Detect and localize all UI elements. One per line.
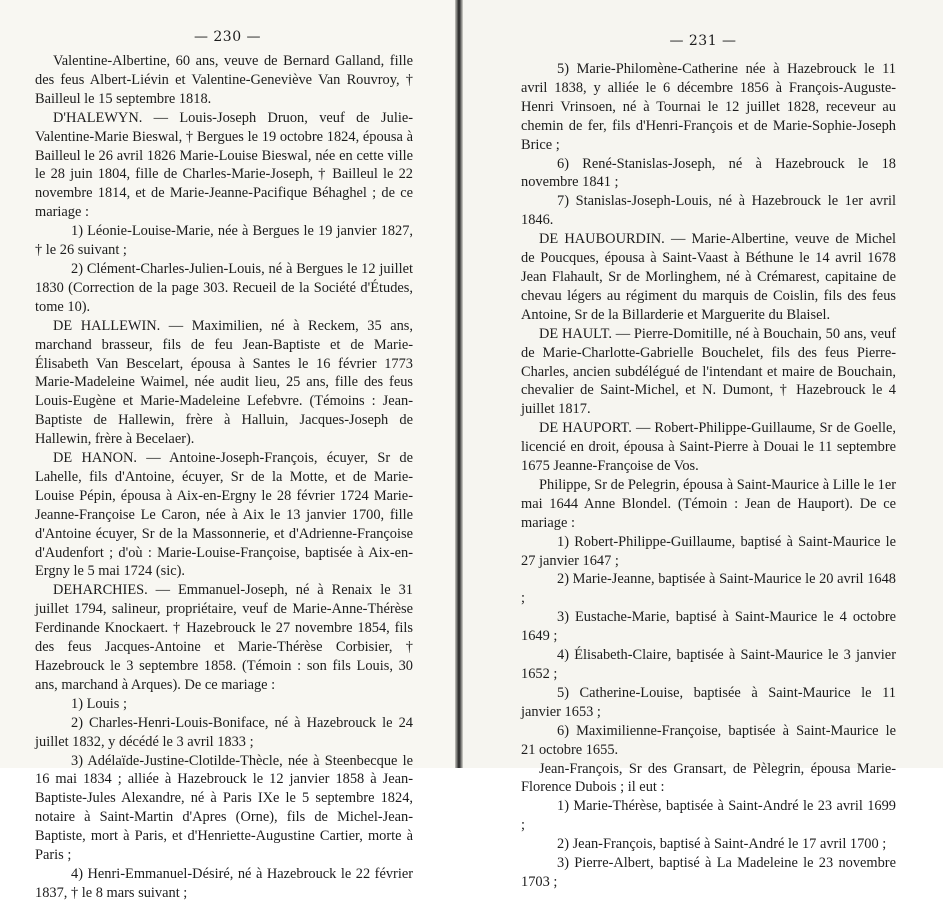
paragraph: Jean-François, Sr des Gransart, de Pèlegrin, épousa Marie-Florence Dubois ; il eut :: [521, 760, 896, 796]
paragraph: 5) Marie-Philomène-Catherine née à Hazebrouck le 11 avril 1838, y alliée le 6 décembre 1856 à François-Auguste-Henri Vrinsoen, né à Tournai le 12 juillet 1828, receveur au chemin de fer, fils d'Henri-François et de Marie-Sophie-Joseph Brice ;: [521, 61, 896, 153]
paragraph: D'HALEWYN. — Louis-Joseph Druon, veuf de Julie-Valentine-Marie Bieswal, † Bergues le 19 octobre 1824, épousa à Bailleul le 26 avril 1826 Marie-Louise Bieswal, née en cette ville le 28 juin 1804, fille de Charles-Marie-Joseph, † Bailleul le 22 novembre 1814, et de Marie-Jeanne-Pacifique Béhaghel ; de ce mariage :: [35, 109, 413, 221]
page-body: [521, 60, 896, 892]
paragraph: 6) René-Stanislas-Joseph, né à Hazebrouck le 18 novembre 1841 ;: [521, 155, 896, 191]
paragraph: 1) Louis ;: [71, 695, 127, 712]
paragraph: 1) Marie-Thérèse, baptisée à Saint-André le 23 avril 1699 ;: [521, 798, 896, 834]
paragraph: 4) Élisabeth-Claire, baptisée à Saint-Maurice le 3 janvier 1652 ;: [521, 647, 896, 682]
paragraph: DE HAUPORT. — Robert-Philippe-Guillaume, Sr de Goelle, licencié en droit, épousa à Saint-Pierre à Douai le 11 septembre 1675 Jeanne-Françoise de Vos.: [521, 420, 896, 475]
paragraph: DE HANON. — Antoine-Joseph-François, écuyer, Sr de Lahelle, fils d'Antoine, écuyer, Sr de la Motte, et de Marie-Louise Pépin, épousa à Aix-en-Ergny le 28 février 1724 Marie-Jeanne-Françoise Le Caron, née à Aix le 13 janvier 1700, fille d'Antoine écuyer, Sr de la Massonnerie, et d'Adrienne-Françoise d'Audenfort ; d'où : Marie-Louise-Françoise, baptisée à Aix-en-Ergny le 5 mai 1724 (sic).: [35, 450, 413, 580]
paragraph: DEHARCHIES. — Emmanuel-Joseph, né à Renaix le 31 juillet 1794, salineur, propriétaire, veuf de Marie-Anne-Thérèse Ferdinande Knockaert. † Hazebrouck le 27 novembre 1854, fils des feus Jacques-Antoine et Marie-Thérèse Corbisier, † Hazebrouck le 3 septembre 1858. (Témoin : son fils Louis, 30 ans, marchand à Arques). De ce mariage :: [35, 582, 413, 693]
paragraph: 2) Marie-Jeanne, baptisée à Saint-Maurice le 20 avril 1648 ;: [521, 571, 896, 607]
paragraph: 1) Robert-Philippe-Guillaume, baptisé à Saint-Maurice le 27 janvier 1647 ;: [521, 533, 896, 569]
paragraph: 2) Jean-François, baptisé à Saint-André le 17 avril 1700 ;: [557, 836, 887, 853]
paragraph: 3) Adélaïde-Justine-Clotilde-Thècle, née à Steenbecque le 16 mai 1834 ; alliée à Hazebrouck le 12 janvier 1858 à Jean-Baptiste-Jules Alexandre, né à Paris IXe le 5 septembre 1824, notaire à Saint-Martin d'Apres (Orne), fils de Michel-Jean-Baptiste, mort à Paris, et d'Henriette-Augustine Cartier, morte à Paris ;: [35, 752, 413, 864]
paragraph: 7) Stanislas-Joseph-Louis, né à Hazebrouck le 1er avril 1846.: [521, 193, 896, 229]
page-number: — 231 —: [669, 33, 737, 49]
paragraph: 6) Maximilienne-Françoise, baptisée à Saint-Maurice le 21 octobre 1655.: [521, 722, 896, 758]
paragraph: 2) Clément-Charles-Julien-Louis, né à Bergues le 12 juillet 1830 (Correction de la page 303. Recueil de la Société d'Études, tome 10).: [35, 260, 413, 315]
paragraph: 1) Léonie-Louise-Marie, née à Bergues le 19 janvier 1827, † le 26 suivant ;: [35, 223, 413, 259]
paragraph: DE HALLEWIN. — Maximilien, né à Reckem, 35 ans, marchand brasseur, fils de feu Jean-Baptiste et de Marie-Élisabeth Van Bescelart, épousa à Santes le 16 février 1773 Marie-Madeleine Waimel, née audit lieu, 25 ans, fille des feus Louis-Eugène et Marie-Madeleine Lefebvre. (Témoins : Jean-Baptiste de Hallewin, frère à Halluin, Jacques-Joseph de Hallewin, frère à Becelaer).: [35, 317, 413, 448]
paragraph: 3) Pierre-Albert, baptisé à La Madeleine le 23 novembre 1703 ;: [521, 855, 896, 890]
page-number: — 230 —: [193, 29, 262, 45]
paragraph: 5) Catherine-Louise, baptisée à Saint-Maurice le 11 janvier 1653 ;: [521, 684, 896, 720]
paragraph: 4) Henri-Emmanuel-Désiré, né à Hazebrouck le 22 février 1837, † le 8 mars suivant ;: [35, 865, 413, 901]
right-page: [463, 0, 943, 890]
paragraph: 2) Charles-Henri-Louis-Boniface, né à Hazebrouck le 24 juillet 1832, y décédé le 3 avril 1833 ;: [35, 714, 413, 750]
paragraph: 3) Eustache-Marie, baptisé à Saint-Maurice le 4 octobre 1649 ;: [521, 609, 896, 645]
page-body: [35, 52, 413, 903]
paragraph: DE HAUBOURDIN. — Marie-Albertine, veuve de Michel de Poucques, épousa à Saint-Vaast à Béthune le 14 avril 1678 Jean Flahault, Sr de Morlinghem, né à Crémarest, capitaine de chevau légers au régiment du marquis de Coislin, fils des feus Antoine, Sr de la Billarderie et Marguerite du Blaisel.: [521, 231, 896, 323]
book-gutter: [455, 0, 463, 768]
paragraph: Philippe, Sr de Pelegrin, épousa à Saint-Maurice à Lille le 1er mai 1644 Anne Blondel. (Témoin : Jean de Hauport). De ce mariage :: [521, 476, 896, 531]
left-page: [0, 0, 455, 901]
paragraph: Valentine-Albertine, 60 ans, veuve de Bernard Galland, fille des feus Albert-Liévin et Valentine-Geneviève Van Rouvroy, † Bailleul le 15 septembre 1818.: [35, 53, 413, 107]
paragraph: DE HAULT. — Pierre-Domitille, né à Bouchain, 50 ans, veuf de Marie-Charlotte-Gabrielle Bouchelet, fils des feus Pierre-Charles, ancien subdélégué de l'intendant et maire de Bouchain, chevalier de Saint-Michel, et N. Dumont, † Hazebrouck le 4 juillet 1817.: [521, 325, 896, 418]
